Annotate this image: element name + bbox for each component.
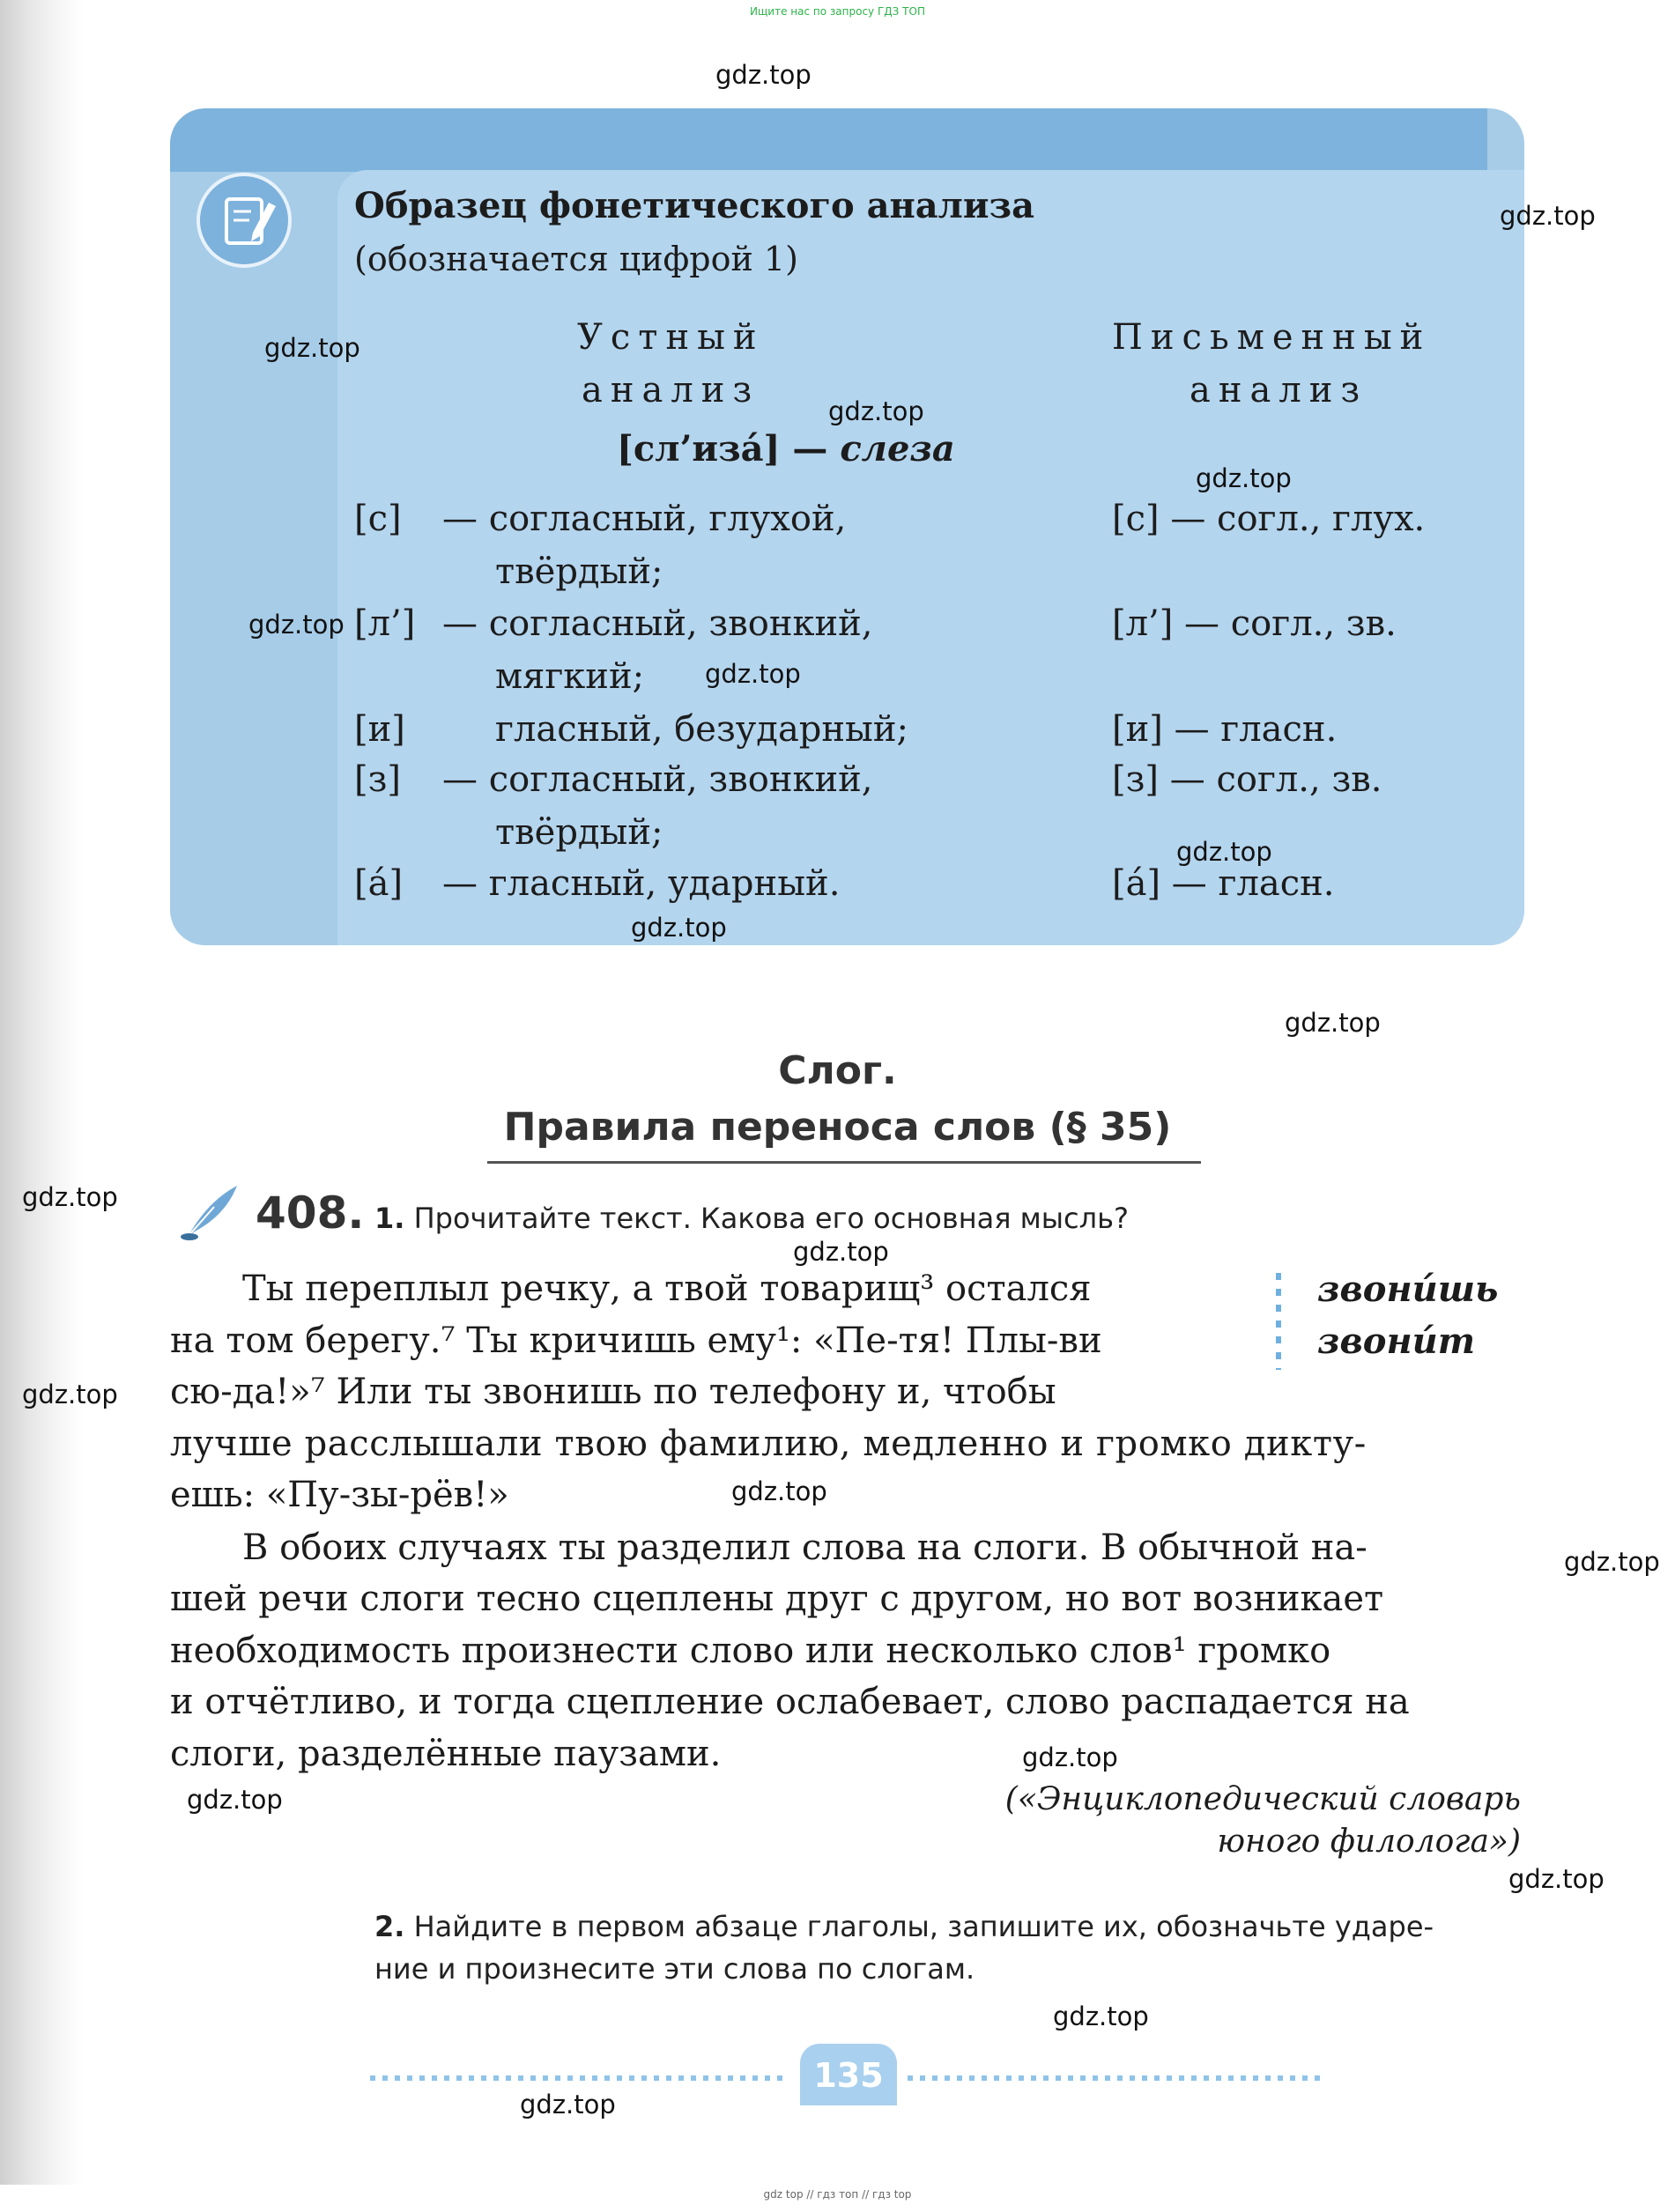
text-line: сю-да!»⁷ Или ты звонишь по телефону и, чтобы	[170, 1372, 1056, 1412]
analysis-row-cont: мягкий;	[495, 656, 645, 697]
text-line: ешь: «Пу-зы-рёв!»	[170, 1475, 509, 1515]
analysis-row-cont: твёрдый;	[495, 551, 663, 592]
watermark: gdz.top	[828, 396, 924, 426]
task-2-cont: ние и произнесите эти слова по слогам.	[374, 1952, 975, 1986]
watermark: gdz.top	[520, 2090, 616, 2120]
watermark: gdz.top	[705, 659, 801, 689]
bottom-note: gdz top // гдз топ // гдз top	[763, 2188, 912, 2201]
watermark: gdz.top	[22, 1182, 118, 1212]
watermark: gdz.top	[1196, 463, 1292, 493]
transcription-line: [сл’иза́] — слеза	[617, 428, 955, 470]
oral-header: Устный	[577, 317, 765, 358]
watermark: gdz.top	[1285, 1008, 1381, 1038]
footer-dots-right	[908, 2075, 1322, 2081]
analysis-row-cont: твёрдый;	[495, 812, 663, 853]
text-line: Ты переплыл речку, а твой товарищ³ остался	[242, 1269, 1092, 1309]
quill-icon	[179, 1180, 242, 1242]
source-citation-2: юного филолога»)	[1217, 1824, 1521, 1860]
task-2: 2. Найдите в первом абзаце глаголы, запишите их, обозначьте ударе-	[374, 1910, 1434, 1943]
text-line: слоги, разделённые паузами.	[170, 1734, 722, 1774]
task-1: 1. Прочитайте текст. Какова его основная мысль?	[374, 1202, 1129, 1235]
written-row: [а́] — гласн.	[1112, 863, 1335, 904]
section-title: Слог.	[778, 1048, 897, 1093]
written-row: [и] — гласн.	[1112, 709, 1338, 750]
text-line: необходимость произнести слово или несколько слов¹ громко	[170, 1631, 1331, 1671]
watermark: gdz.top	[731, 1476, 827, 1506]
oral-header-2: анализ	[582, 370, 760, 411]
text-line: В обоих случаях ты разделил слова на слоги. В обычной на-	[242, 1528, 1367, 1568]
watermark: gdz.top	[22, 1380, 118, 1409]
footer-dots-left	[370, 2075, 789, 2081]
watermark: gdz.top	[1053, 2001, 1149, 2031]
side-word: звони́шь	[1317, 1269, 1499, 1310]
watermark: gdz.top	[264, 333, 360, 363]
watermark: gdz.top	[1564, 1547, 1660, 1577]
side-dots-divider	[1276, 1273, 1281, 1370]
page-number: 135	[800, 2044, 897, 2105]
section-subtitle: Правила переноса слов (§ 35)	[503, 1105, 1172, 1150]
heading-underline	[487, 1161, 1201, 1164]
watermark: gdz.top	[1508, 1864, 1605, 1894]
written-header: Письменный	[1112, 317, 1432, 358]
watermark: gdz.top	[631, 913, 727, 943]
exercise-number: 408.	[256, 1187, 365, 1239]
watermark: gdz.top	[715, 60, 812, 90]
text-line: на том берегу.⁷ Ты кричишь ему¹: «Пе-тя! Плы-ви	[170, 1321, 1102, 1361]
analyzed-word: слеза	[840, 428, 955, 470]
text-line: и отчётливо, и тогда сцепление ослабевает, слово распадается на	[170, 1682, 1410, 1722]
written-header-2: анализ	[1190, 370, 1368, 411]
top-search-note: Ищите нас по запросу ГДЗ ТОП	[750, 5, 925, 18]
watermark: gdz.top	[1176, 837, 1272, 867]
side-word: звони́т	[1317, 1321, 1476, 1362]
text-line: лучше расслышали твою фамилию, медленно и громко дикту-	[170, 1424, 1367, 1464]
written-row: [з] — согл., зв.	[1112, 759, 1382, 800]
pencil-icon	[196, 173, 292, 268]
sample-title: Образец фонетического анализа	[354, 185, 1034, 226]
written-row: [с] — согл., глух.	[1112, 499, 1426, 539]
source-citation: («Энциклопедический словарь	[1004, 1781, 1521, 1817]
written-row: [л’] — согл., зв.	[1112, 603, 1397, 644]
watermark: gdz.top	[1022, 1742, 1118, 1772]
text-line: шей речи слоги тесно сцеплены друг с другом, но вот возникает	[170, 1579, 1384, 1619]
watermark: gdz.top	[248, 610, 345, 640]
sample-subtitle: (обозначается цифрой 1)	[354, 240, 798, 278]
watermark: gdz.top	[1500, 201, 1596, 231]
watermark: gdz.top	[793, 1237, 889, 1267]
watermark: gdz.top	[187, 1785, 283, 1815]
transcription: [сл’иза́]	[617, 428, 781, 470]
